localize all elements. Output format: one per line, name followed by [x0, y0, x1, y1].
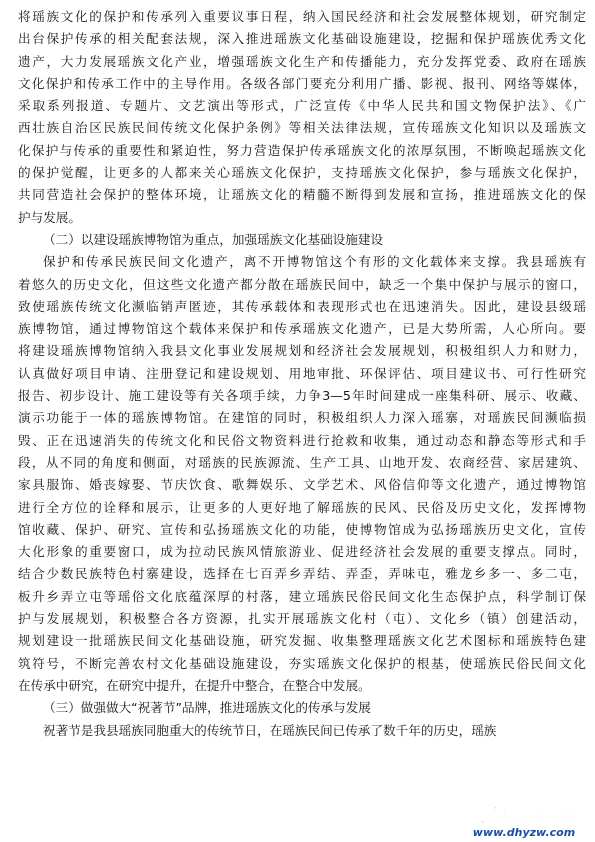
text-line: 采取系列报道、专题片、文艺演出等形式，广泛宣传《中华人民共和国文物保护法》、《广 — [18, 98, 586, 114]
text-line: 保护和传承民族民间文化遗产，离不开博物馆这个有形的文化载体来支撑。我县瑶族有 — [43, 254, 586, 270]
text-line: 的保护觉醒，让更多的人都来关心瑶族文化保护，支持瑶族文化保护，参与瑶族文化保护， — [18, 165, 586, 181]
text-line: 将建设瑶族博物馆纳入我县文化事业发展规划和经济社会发展规划，积极组织人力和财力， — [18, 343, 586, 359]
text-line: 大化形象的重要窗口，成为拉动民族风情旅游业、促进经济社会发展的重要支撑点。同时， — [18, 544, 586, 560]
text-line: 家具服饰、婚丧嫁娶、节庆饮食、歌舞娱乐、文学艺术、风俗信仰等文化遗产，通过博物馆 — [18, 477, 586, 493]
text-line: 在传承中研究，在研究中提升，在提升中整合，在整合中发展。 — [18, 677, 371, 693]
text-line: 致使瑶族传统文化濒临销声匿迹，其传承载体和表现形式也在迅速消失。因此，建设县级瑶 — [18, 298, 586, 314]
text-line: 着悠久的历史文化，但这些文化遗产都分散在瑶族民间中，缺乏一个集中保护与展示的窗口， — [18, 276, 586, 292]
section-heading: （二）以建设瑶族博物馆为重点，加强瑶族文化基础设施建设 — [43, 231, 384, 247]
text-line: 演示功能于一体的瑶族博物馆。在建馆的同时，积极组织人力深入瑶寨，对瑶族民间濒临损 — [18, 410, 586, 426]
text-line: 板升乡弄立屯等瑶俗文化底蕴深厚的村落，建立瑶族民俗民间文化生态保护点，科学制订保 — [18, 588, 586, 604]
site-watermark — [459, 804, 589, 840]
text-line: 筑符号，不断完善农村文化基础设施建设，夯实瑶族文化保护的根基，使瑶族民俗民间文化 — [18, 655, 586, 671]
section-heading: （三）做强做大“祝著节”品牌，推进瑶族文化的传承与发展 — [43, 700, 371, 716]
text-line: 共同营造社会保护的整体环境，让瑶族文化的精髓不断得到发展和宣扬，推进瑶族文化的保 — [18, 187, 586, 203]
text-line: 馆收藏、保护、研究、宣传和弘扬瑶族文化的功能，使博物馆成为弘扬瑶族历史文化，宣传 — [18, 521, 586, 537]
watermark-url: www.dhyzw.com — [472, 826, 576, 839]
text-line: 毁、正在迅速消失的传统文化和民俗文物资料进行抢救和收集，通过动态和静态等形式和手 — [18, 432, 586, 448]
text-line: 遗产，大力发展瑶族文化产业，增强瑶族文化生产和传播能力，充分发挥党委、政府在瑶族 — [18, 53, 586, 69]
text-line: 进行全方位的诠释和展示，让更多的人更好地了解瑶族的民风、民俗及历史文化，发挥博物 — [18, 499, 586, 515]
text-line: 将瑶族文化的保护和传承列入重要议事日程，纳入国民经济和社会发展整体规划，研究制定 — [18, 9, 586, 24]
text-line: 西壮族自治区民族民间传统文化保护条例》等相关法律法规，宣传瑶族文化知识以及瑶族文 — [18, 120, 586, 136]
text-line: 护与发展。 — [18, 209, 81, 225]
text-line: 文化保护和传承工作中的主导作用。各级各部门要充分利用广播、影视、报刊、网络等媒体， — [18, 75, 586, 91]
text-line: 出台保护传承的相关配套法规，深入推进瑶族文化基础设施建设，挖掘和保护瑶族优秀文化 — [18, 31, 586, 47]
text-line: 规划建设一批瑶族民间文化基础设施，研究发掘、收集整理瑶族文化艺术图标和瑶族特色建 — [18, 633, 586, 649]
text-line: 结合少数民族特色村寨建设，选择在七百弄乡弄结、弄歪，弄味屯，雅龙乡多一、多二屯， — [18, 566, 586, 582]
text-line: 报告、初步设计、施工建设等有关各项手续，力争3—5年时间建成一座集科研、展示、收藏、 — [18, 388, 586, 404]
document-body — [18, 6, 586, 742]
text-line: 护与发展规划，积极整合各方资源，扎实开展瑶族文化村（屯）、文化乡（镇）创建活动， — [18, 611, 586, 627]
text-line: 段，从不同的角度和侧面，对瑶族的民族源流、生产工具、山地开发、农商经营、家居建筑、 — [18, 454, 586, 470]
watermark-title: 大化瑶族网 — [466, 805, 582, 827]
text-line: 化保护与传承的重要性和紧迫性，努力营造保护传承瑶族文化的浓厚氛围，不断唤起瑶族文化 — [18, 142, 586, 158]
text-line: 族博物馆，通过博物馆这个载体来保护和传承瑶族文化遗产，已是大势所需，人心所向。要 — [18, 321, 586, 337]
text-line: 祝著节是我县瑶族同胞重大的传统节日，在瑶族民间已传承了数千年的历史，瑶族 — [43, 722, 497, 738]
text-line: 认真做好项目申请、注册登记和建设规划、用地审批、环保评估、项目建议书、可行性研究 — [18, 365, 586, 381]
